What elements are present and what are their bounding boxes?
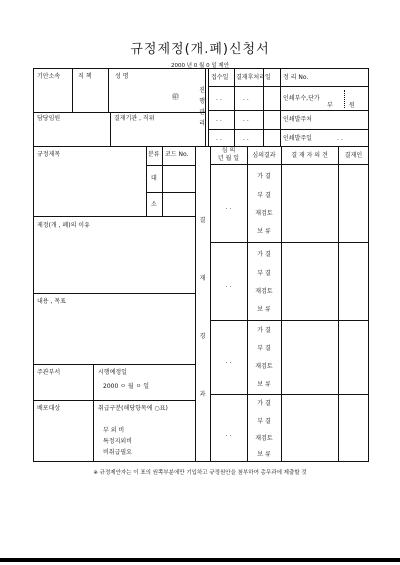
label-code-no: 코드 No. — [165, 151, 189, 158]
rule-v-section-col — [210, 146, 211, 462]
label-approver: 결재인 — [344, 152, 363, 159]
block3-result-3: 재검토 — [255, 363, 273, 370]
rule-v-code — [162, 146, 163, 216]
receipt-date-dots-3: . . — [216, 135, 222, 142]
rule-block-3 — [210, 394, 369, 395]
block2-result-3: 재검토 — [255, 288, 273, 295]
label-receipt-date: 접수일 — [211, 74, 229, 81]
rule-v-body-mid — [195, 146, 196, 462]
label-position: 직 책 — [78, 73, 92, 80]
rule-cat-2 — [146, 192, 195, 193]
approval-date-dots: . . — [243, 95, 249, 102]
progress-mgmt-label — [197, 88, 207, 127]
block3-result-2: 부 결 — [257, 345, 271, 352]
rule-v-category — [146, 146, 147, 216]
label-lead-dept: 주관부서 — [37, 369, 61, 376]
label-print-order: 인쇄발주처 — [283, 116, 312, 123]
rule-v1 — [72, 68, 73, 112]
label-reg-title: 규정제목 — [37, 151, 61, 158]
label-person-in-charge: 담당임원 — [37, 115, 61, 122]
rule-v4 — [234, 68, 235, 146]
progress-char-4: 리 — [199, 120, 205, 127]
label-approval-org-position: 결재기관 , 직위 — [114, 115, 155, 122]
block1-result-1: 가 결 — [257, 173, 271, 180]
rule-top-section-bottom — [33, 146, 369, 147]
label-distribution: 배포대상 — [37, 405, 61, 412]
label-review-date: 심 의 년 월 일 — [217, 147, 240, 162]
block2-date: . . — [225, 282, 232, 289]
rule-v2 — [108, 68, 109, 112]
label-print-order-date: 인쇄발주일 — [283, 135, 312, 142]
block3-result-1: 가 결 — [257, 327, 271, 334]
print-order-date-dots: . . — [337, 135, 343, 142]
dist-item-3: 비취급필요 — [103, 449, 132, 456]
effective-date: 2000 ㅇ 월 ㅇ 일 — [103, 383, 150, 390]
rule-cat-1 — [146, 165, 195, 166]
rule-progress-1 — [208, 86, 369, 87]
block4-result-4: 보 류 — [257, 451, 271, 458]
block2-result-2: 부 결 — [257, 270, 271, 277]
label-effective: 시행예정일 — [98, 369, 127, 376]
won-unit: 원 — [349, 102, 355, 109]
rule-v-opinion-col — [338, 146, 339, 462]
section-char-1: 결 — [199, 217, 206, 224]
block1-result-3: 재검토 — [255, 210, 273, 217]
block4-result-3: 재검토 — [255, 435, 273, 442]
section-char-4: 과 — [199, 391, 206, 398]
label-print-copies: 인쇄부수,단가 — [283, 95, 320, 102]
section-char-2: 재 — [199, 275, 206, 282]
label-review-result: 심의결과 — [252, 152, 276, 159]
approval-date-dots-3: . . — [243, 135, 249, 142]
label-approval-date: 결재후처리일 — [236, 74, 271, 81]
form-title: 규정제정(개.폐)신청서 — [130, 42, 270, 57]
block3-date: . . — [225, 358, 232, 365]
block4-result-2: 부 결 — [257, 418, 271, 425]
dist-item-1: 부 외 비 — [103, 427, 125, 434]
label-handling: 취급구분(해당항목에 ○표) — [98, 405, 168, 412]
block1-date: . . — [225, 204, 232, 211]
rule-block-2 — [210, 320, 369, 321]
form-frame — [33, 68, 369, 462]
proposal-date-line: 2000 년 0 월 0 일 제안 — [170, 63, 230, 69]
label-small: 소 — [151, 201, 157, 208]
rule-left-3 — [33, 364, 195, 365]
rule-left-1 — [33, 216, 195, 217]
rule-v-left-lower — [93, 364, 94, 462]
label-content-goal: 내용 , 목표 — [37, 298, 66, 305]
rule-v-dotted — [344, 90, 345, 108]
label-approver-opinion: 결 재 자 의 견 — [291, 152, 328, 159]
rule-top-left — [33, 112, 205, 113]
block2-result-4: 보 류 — [257, 306, 271, 313]
rule-left-4 — [33, 400, 195, 401]
progress-char-3: 관 — [199, 109, 205, 116]
rule-v3 — [110, 112, 111, 146]
rule-approval-header — [210, 164, 369, 165]
rule-progress-2 — [208, 110, 369, 111]
label-big: 대 — [151, 175, 157, 182]
dist-item-2: 특정지외비 — [103, 438, 132, 445]
label-drafting-dept: 기안소속 — [37, 73, 61, 80]
rule-block-1 — [210, 242, 369, 243]
copies-unit: 부 — [327, 102, 333, 109]
footnote: ※ 규정제안자는 이 표의 원쪽부분에만 기입하고 규정원안을 첨부하여 총무과에 제출할 것 — [93, 470, 307, 476]
label-reg-no: 정 리 No. — [283, 74, 309, 81]
rule-v-result-col — [281, 146, 282, 462]
block1-result-2: 부 결 — [257, 192, 271, 199]
receipt-date-dots-2: . . — [216, 116, 222, 123]
label-reason: 제정(개 , 폐)의 이유 — [37, 222, 90, 229]
section-char-3: 경 — [199, 333, 206, 340]
block4-result-1: 가 결 — [257, 400, 271, 407]
progress-char-1: 진 — [199, 87, 205, 94]
label-category: 분류 — [148, 151, 160, 158]
block2-result-1: 가 결 — [257, 251, 271, 258]
rule-v-progress-left — [208, 68, 209, 146]
progress-char-2: 행 — [199, 98, 205, 105]
block3-result-4: 보 류 — [257, 381, 271, 388]
rule-left-2 — [33, 293, 195, 294]
block4-date: . . — [225, 431, 232, 438]
rule-progress-3 — [208, 129, 369, 130]
receipt-date-dots: . . — [216, 95, 222, 102]
approval-date-dots-2: . . — [243, 116, 249, 123]
label-name: 성 명 — [115, 73, 129, 80]
rule-v6 — [280, 68, 281, 146]
bottom-rule — [0, 558, 400, 562]
seal-mark: ㊞ — [172, 93, 179, 101]
block1-result-4: 보 류 — [257, 228, 271, 235]
